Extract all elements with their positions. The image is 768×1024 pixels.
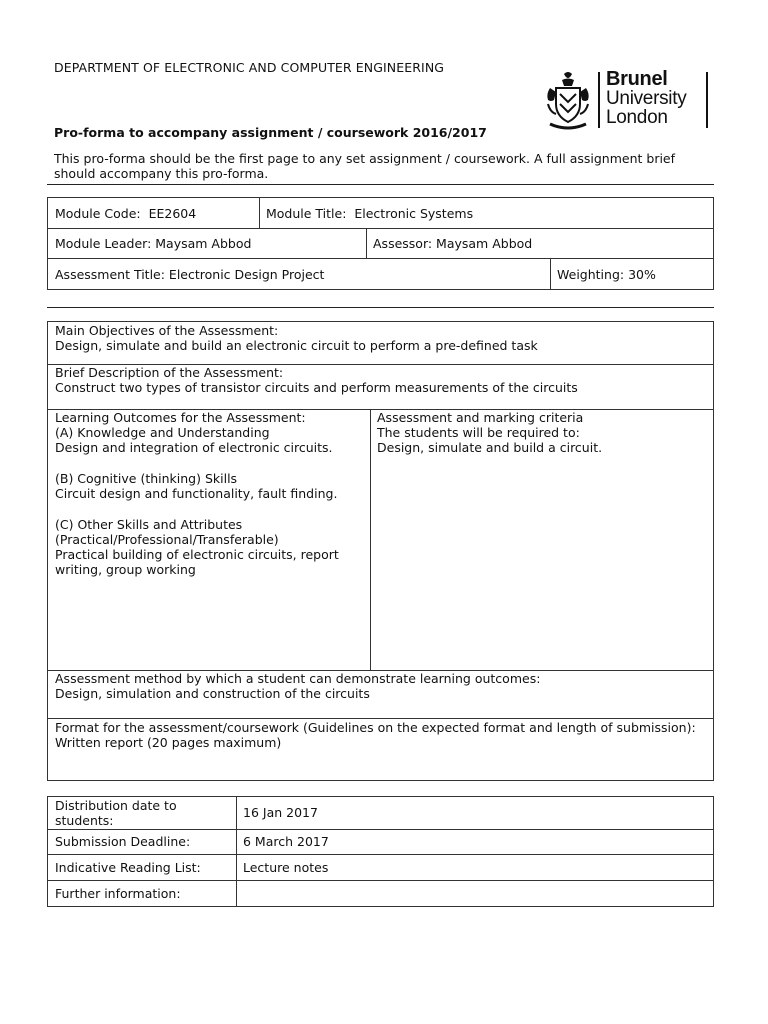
intro-line-1: This pro-forma should be the first page to any set assignment / coursework. A full assignment brief <box>54 151 676 166</box>
marking-criteria-section <box>370 410 710 455</box>
logo-line-2: University <box>606 88 687 109</box>
assessor: Assessor: Maysam Abbod <box>373 236 533 251</box>
reading-list-label: Indicative Reading List: <box>55 860 201 875</box>
format-section <box>48 720 712 750</box>
university-crest-icon <box>544 70 592 132</box>
brief-section <box>48 365 708 395</box>
reading-list-value: Lecture notes <box>243 860 329 875</box>
page-title: Pro-forma to accompany assignment / coursework 2016/2017 <box>54 125 487 140</box>
outcome-a-heading: (A) Knowledge and Understanding <box>55 425 270 440</box>
further-information-label: Further information: <box>55 886 181 901</box>
distribution-label-line-2: students: <box>55 813 114 828</box>
outcome-a-text: Design and integration of electronic circuits. <box>55 440 333 455</box>
logo-wordmark <box>606 70 686 127</box>
objectives-text: Design, simulate and build an electronic circuit to perform a pre-defined task <box>55 338 538 353</box>
submission-deadline-value: 6 March 2017 <box>243 834 329 849</box>
module-leader: Module Leader: Maysam Abbod <box>55 236 252 251</box>
assessment-title: Assessment Title: Electronic Design Project <box>55 267 325 282</box>
outcome-b-text: Circuit design and functionality, fault finding. <box>55 486 338 501</box>
intro-line-2: should accompany this pro-forma. <box>54 166 269 181</box>
logo-line-3: London <box>606 107 668 128</box>
university-logo <box>540 70 708 132</box>
brief-text: Construct two types of transistor circuits and perform measurements of the circuits <box>55 380 578 395</box>
objectives-section <box>48 323 708 353</box>
learning-outcomes-section <box>48 410 368 577</box>
module-title: Module Title: Electronic Systems <box>266 206 474 221</box>
outcome-c-text-1: Practical building of electronic circuits, report <box>55 547 339 562</box>
weighting: Weighting: 30% <box>557 267 656 282</box>
intro-text <box>54 151 714 181</box>
module-info-table <box>47 197 714 290</box>
criteria-heading: Assessment and marking criteria <box>377 410 584 425</box>
table-row-distribution-label <box>48 798 234 828</box>
brief-heading: Brief Description of the Assessment: <box>55 365 284 380</box>
module-code: Module Code: EE2604 <box>55 206 197 221</box>
dates-table <box>47 796 714 907</box>
criteria-line-2: Design, simulate and build a circuit. <box>377 440 603 455</box>
distribution-date-value: 16 Jan 2017 <box>243 805 318 820</box>
submission-deadline-label: Submission Deadline: <box>55 834 191 849</box>
outcome-b-heading: (B) Cognitive (thinking) Skills <box>55 471 238 486</box>
format-heading: Format for the assessment/coursework (Guidelines on the expected format and length of submission): <box>55 720 696 735</box>
assessment-method-section <box>48 671 708 701</box>
logo-line-1: Brunel <box>606 68 668 90</box>
criteria-line-1: The students will be required to: <box>377 425 580 440</box>
divider <box>47 184 714 185</box>
method-heading: Assessment method by which a student can demonstrate learning outcomes: <box>55 671 541 686</box>
logo-divider <box>598 72 600 128</box>
logo-divider-right <box>706 72 708 128</box>
format-text: Written report (20 pages maximum) <box>55 735 282 750</box>
distribution-label-line-1: Distribution date to <box>55 798 177 813</box>
divider <box>47 307 714 308</box>
outcome-c-sub: (Practical/Professional/Transferable) <box>55 532 279 547</box>
method-text: Design, simulation and construction of the circuits <box>55 686 370 701</box>
assessment-details-table <box>47 321 714 781</box>
outcome-c-heading: (C) Other Skills and Attributes <box>55 517 243 532</box>
outcomes-heading: Learning Outcomes for the Assessment: <box>55 410 306 425</box>
department-heading: DEPARTMENT OF ELECTRONIC AND COMPUTER ENGINEERING <box>54 60 445 75</box>
objectives-heading: Main Objectives of the Assessment: <box>55 323 279 338</box>
outcome-c-text-2: writing, group working <box>55 562 196 577</box>
